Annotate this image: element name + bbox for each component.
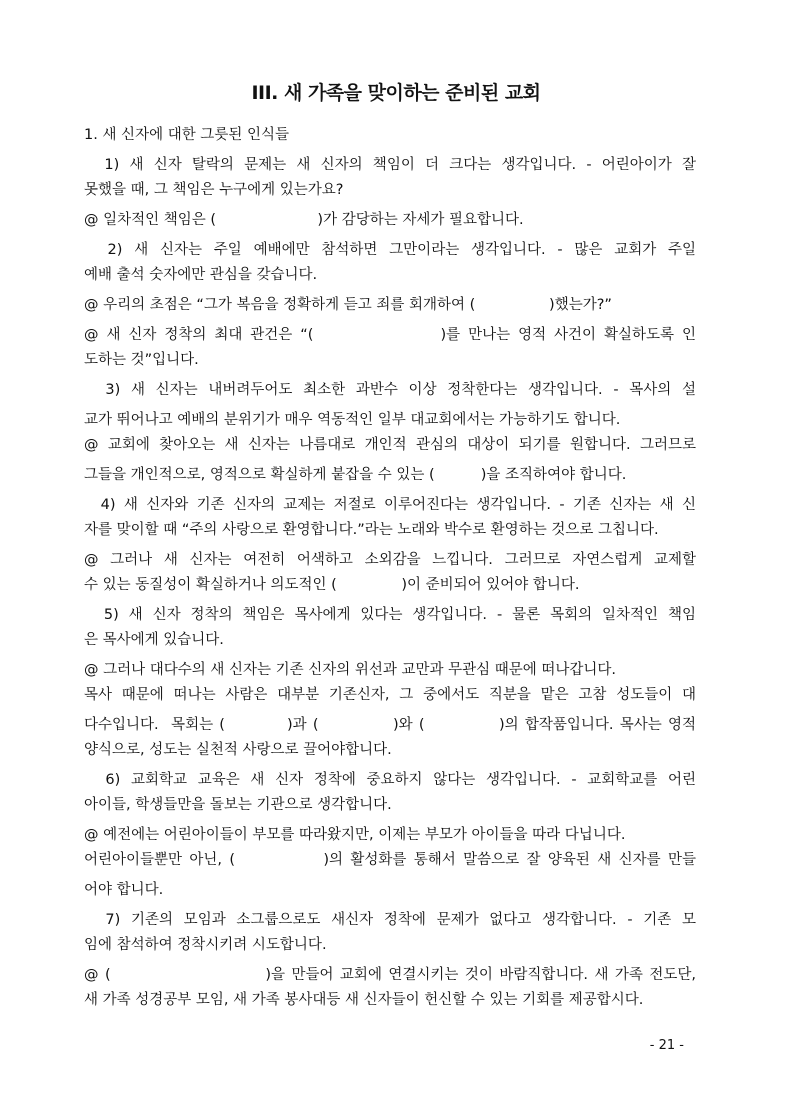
text-line: 어린아이들뿐만 아닌, ( )의 활성화를 통해서 말씀으로 잘 양육된 새 신자를 만들 <box>84 852 696 868</box>
text-line: @ 교회에 찾아오는 새 신자는 나름대로 개인적 관심의 대상이 되기를 원합니다. 그러므로 <box>84 437 696 453</box>
text-line: 1. 새 신자에 대한 그릇된 인식들 <box>84 127 289 143</box>
text-line: 아이들, 학생들만을 돌보는 기관으로 생각합니다. <box>84 797 392 813</box>
text-line: @ ( )을 만들어 교회에 연결시키는 것이 바람직합니다. 새 가족 전도단, <box>84 967 696 983</box>
text-line: 그들을 개인적으로, 영적으로 확실하게 붙잡을 수 있는 ( )을 조직하여야 합니다. <box>84 467 627 483</box>
text-line: 어야 합니다. <box>84 882 164 898</box>
text-line: 임에 참석하여 정착시키려 시도합니다. <box>84 937 327 953</box>
text-line: 새 가족 성경공부 모임, 새 가족 봉사대등 새 신자들이 헌신할 수 있는 기회를 제공합시다. <box>84 992 644 1008</box>
text-line: 3) 새 신자는 내버려두어도 최소한 과반수 이상 정착한다는 생각입니다. - 목사의 설 <box>84 382 696 398</box>
text-line: @ 새 신자 정착의 최대 관건은 “( )를 만나는 영적 사건이 확실하도록 인 <box>84 327 696 343</box>
page-number: - 21 - <box>649 1038 684 1053</box>
text-line: 6) 교회학교 교육은 새 신자 정착에 중요하지 않다는 생각입니다. - 교회학교를 어린 <box>84 772 696 788</box>
text-line: 자를 맞이할 때 “주의 사랑으로 환영합니다.”라는 노래와 박수로 환영하는 것으로 그칩니다. <box>84 522 659 538</box>
text-line: 도하는 것”입니다. <box>84 352 199 368</box>
text-line: 수 있는 동질성이 확실하거나 의도적인 ( )이 준비되어 있어야 합니다. <box>84 577 580 593</box>
text-line: 예배 출석 숫자에만 관심을 갖습니다. <box>84 267 318 283</box>
text-line: 다수입니다. 목회는 ( )과 ( )와 ( )의 합작품입니다. 목사는 영적 <box>84 717 696 733</box>
text-line: @ 예전에는 어린아이들이 부모를 따라왔지만, 이제는 부모가 아이들을 따라 다닙니다. <box>84 827 626 843</box>
text-line: @ 일차적인 책임은 ( )가 감당하는 자세가 필요합니다. <box>84 212 524 228</box>
text-line: 4) 새 신자와 기존 신자의 교제는 저절로 이루어진다는 생각입니다. - 기존 신자는 새 신 <box>84 497 696 513</box>
text-line: 1) 새 신자 탈락의 문제는 새 신자의 책임이 더 크다는 생각입니다. - 어린아이가 잘 <box>84 157 696 173</box>
text-line: 못했을 때, 그 책임은 누구에게 있는가요? <box>84 182 344 198</box>
text-line: 7) 기존의 모임과 소그룹으로도 새신자 정착에 문제가 없다고 생각합니다. - 기존 모 <box>84 912 696 928</box>
text-line: 목사 때문에 떠나는 사람은 대부분 기존신자, 그 중에서도 직분을 맡은 고참 성도들이 대 <box>84 687 696 703</box>
text-line: 은 목사에게 있습니다. <box>84 632 224 648</box>
text-line: 양식으로, 성도는 실천적 사랑으로 끌어야합니다. <box>84 742 392 758</box>
text-line: 2) 새 신자는 주일 예배에만 참석하면 그만이라는 생각입니다. - 많은 교회가 주일 <box>84 242 696 258</box>
section-title: III. 새 가족을 맞이하는 준비된 교회 <box>251 82 541 104</box>
text-line: @ 우리의 초점은 “그가 복음을 정확하게 듣고 죄를 회개하여 ( )했는가?” <box>84 297 612 313</box>
text-line: 교가 뛰어나고 예배의 분위기가 매우 역동적인 일부 대교회에서는 가능하기도 합니다. <box>84 412 621 428</box>
text-line: 5) 새 신자 정착의 책임은 목사에게 있다는 생각입니다. - 물론 목회의 일차적인 책임 <box>84 607 696 623</box>
text-line: @ 그러나 대다수의 새 신자는 기존 신자의 위선과 교만과 무관심 때문에 떠나갑니다. <box>84 662 617 678</box>
text-line: @ 그러나 새 신자는 여전히 어색하고 소외감을 느낍니다. 그러므로 자연스럽게 교제할 <box>84 552 696 568</box>
